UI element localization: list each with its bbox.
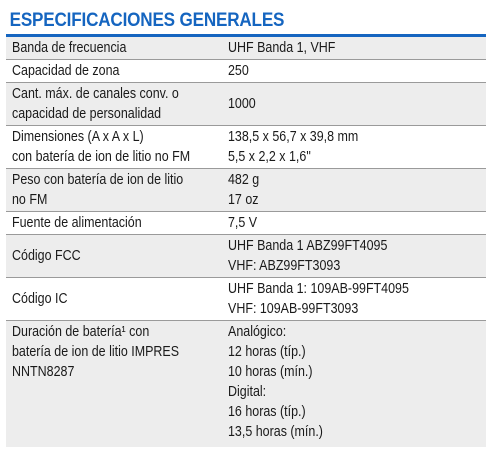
spec-value-line: 16 horas (típ.) [228,404,306,420]
spec-label-line: no FM [12,192,48,208]
spec-label-cell [6,60,222,83]
spec-row [6,37,486,60]
spec-row [6,278,486,321]
spec-label-line: Dimensiones (A x A x L) [12,129,144,145]
spec-value-cell [222,60,486,83]
spec-value-line: Digital: [228,384,267,400]
spec-label-cell [6,126,222,169]
spec-label-line: Peso con batería de ion de litio [12,172,184,188]
spec-value-cell [222,37,486,60]
spec-value-line: UHF Banda 1: 109AB-99FT4095 [228,281,409,297]
spec-sheet [6,0,486,447]
spec-label-line: con batería de ion de litio no FM [12,149,191,165]
spec-value-cell [222,321,486,447]
spec-label-cell [6,278,222,321]
spec-label-line: NNTN8287 [12,364,75,380]
spec-value-line: UHF Banda 1, VHF [228,40,336,56]
spec-value-line: Analógico: [228,324,287,340]
spec-value-line: 1000 [228,96,256,112]
spec-value-cell [222,126,486,169]
spec-row [6,60,486,83]
spec-value-cell [222,278,486,321]
spec-table [6,37,486,447]
spec-value-line: 7,5 V [228,215,258,231]
spec-value-line: 13,5 horas (mín.) [228,424,323,440]
spec-value-cell [222,212,486,235]
spec-label-cell [6,37,222,60]
spec-row [6,321,486,447]
spec-label-line: capacidad de personalidad [12,106,162,122]
spec-value-line: VHF: 109AB-99FT3093 [228,301,359,317]
spec-label-line: Duración de batería¹ con [12,324,150,340]
spec-value-cell [222,169,486,212]
spec-label-line: Código IC [12,291,68,307]
spec-label-line: Banda de frecuencia [12,40,127,56]
spec-row [6,83,486,126]
spec-row [6,126,486,169]
spec-value-line: 17 oz [228,192,259,208]
spec-label-cell [6,235,222,278]
spec-label-line: batería de ion de litio IMPRES [12,344,180,360]
spec-value-line: 250 [228,63,249,79]
spec-value-line: UHF Banda 1 ABZ99FT4095 [228,238,388,254]
spec-label-cell [6,83,222,126]
spec-label-line: Cant. máx. de canales conv. o [12,86,179,102]
spec-row [6,212,486,235]
spec-value-line: 10 horas (mín.) [228,364,313,380]
spec-row [6,235,486,278]
spec-value-line: 138,5 x 56,7 x 39,8 mm [228,129,359,145]
spec-label-cell [6,169,222,212]
spec-value-cell [222,83,486,126]
spec-value-line: 482 g [228,172,260,188]
spec-table-body [6,37,486,447]
spec-label-cell [6,321,222,447]
spec-value-line: 12 horas (típ.) [228,344,306,360]
spec-label-line: Capacidad de zona [12,63,120,79]
spec-label-line: Código FCC [12,248,81,264]
section-title: ESPECIFICACIONES GENERALES [9,10,285,31]
spec-label-cell [6,212,222,235]
spec-value-line: VHF: ABZ99FT3093 [228,258,341,274]
spec-value-line: 5,5 x 2,2 x 1,6" [228,149,311,165]
spec-value-cell [222,235,486,278]
spec-label-line: Fuente de alimentación [12,215,142,231]
spec-row [6,169,486,212]
